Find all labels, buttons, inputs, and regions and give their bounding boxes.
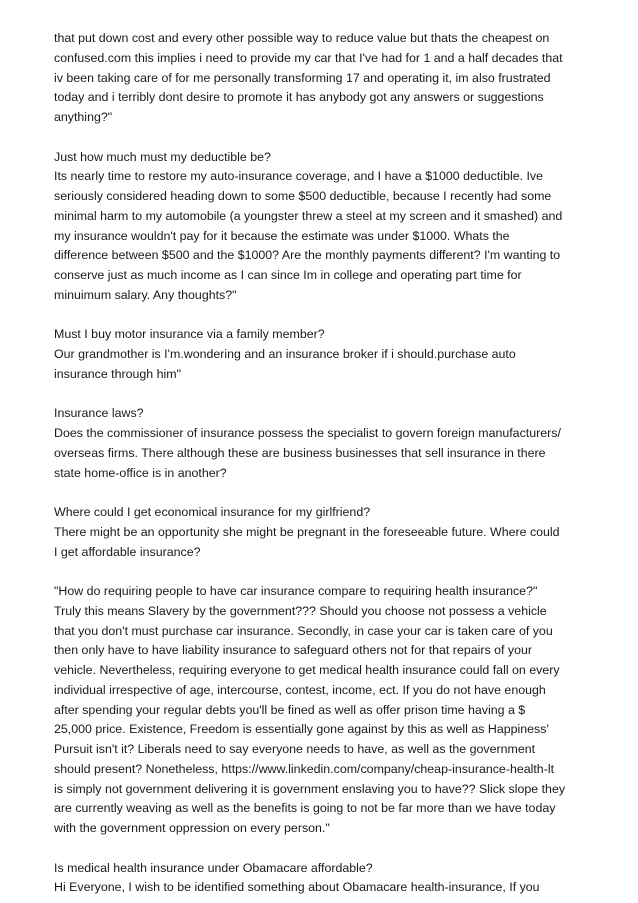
document-body xyxy=(54,29,594,898)
question-heading: Where could I get economical insurance for my girlfriend? xyxy=(54,505,371,519)
text-line: 25,000 price. Existence, Freedom is essentially gone against by this as well as Happiness' xyxy=(54,722,549,737)
text-line: with the government oppression on every person." xyxy=(54,821,330,835)
paragraph-insurance-laws xyxy=(54,404,594,483)
text-line: overseas firms. There although these are business businesses that sell insurance in there xyxy=(54,445,546,460)
text-line: anything?" xyxy=(54,110,113,124)
text-line: individual irrespective of age, intercourse, contest, income, ect. If you do not have enough xyxy=(54,682,546,697)
text-line: after spending your regular debts you'll be fined as well as offer prison time having a $ xyxy=(54,702,526,717)
text-line: Truly this means Slavery by the government??? Should you choose not possess a vehicle xyxy=(54,603,547,618)
text-line: is simply not government delivering it is government enslaving you to have?? Slick slope they xyxy=(54,781,566,796)
paragraph-spacer xyxy=(54,128,594,148)
text-line: Pursuit isn't it? Liberals need to say everyone needs to have, as well as the government xyxy=(54,742,536,756)
question-heading: Is medical health insurance under Obamacare affordable? xyxy=(54,860,373,875)
text-line: Hi Everyone, I wish to be identified something about Obamacare health-insurance, If you xyxy=(54,880,540,895)
paragraph-spacer xyxy=(54,562,594,582)
text-line: are currently weaving as well as the benefits is going to not be far more than we have today xyxy=(54,801,556,816)
text-line: that put down cost and every other possible way to reduce value but thats the cheapest on xyxy=(54,31,550,45)
question-heading: Just how much must my deductible be? xyxy=(54,149,271,164)
text-line: state home-office is in another? xyxy=(54,465,227,480)
paragraph-girlfriend xyxy=(54,503,594,562)
paragraph-car-value xyxy=(54,29,594,128)
question-heading: Must I buy motor insurance via a family member? xyxy=(54,327,325,342)
text-line: seriously considered heading down to some $500 deductible, because I recently had some xyxy=(54,189,552,203)
text-line: my insurance wouldn't pay for it because the estimate was under $1000. Whats the xyxy=(54,228,510,243)
paragraph-health-vs-car xyxy=(54,582,594,839)
text-line: insurance through him" xyxy=(54,366,181,381)
paragraph-spacer xyxy=(54,385,594,405)
text-line: minuimum salary. Any thoughts?" xyxy=(54,287,237,302)
text-line: iv been taking care of for me personally transforming 17 and operating it, im also frustrated xyxy=(54,70,551,85)
paragraph-spacer xyxy=(54,306,594,326)
text-line: Our grandmother is I'm.wondering and an insurance broker if i should.purchase auto xyxy=(54,347,516,361)
text-line: Its nearly time to restore my auto-insurance coverage, and I have a $1000 deductible. Ive xyxy=(54,169,544,184)
paragraph-family-member xyxy=(54,325,594,384)
text-line: vehicle. Nevertheless, requiring everyone to get medical health insurance could fall on every xyxy=(54,663,560,677)
text-line: I get affordable insurance? xyxy=(54,544,201,559)
paragraph-spacer xyxy=(54,839,594,859)
text-line: Does the commissioner of insurance possess the specialist to govern foreign manufacturers/ xyxy=(54,426,561,440)
text-line: confused.com this implies i need to provide my car that I've had for 1 and a half decades that xyxy=(54,50,563,65)
question-heading: "How do requiring people to have car insurance compare to requiring health insurance?" xyxy=(54,584,538,598)
paragraph-obamacare xyxy=(54,859,594,899)
text-line: conserve just as much income as I can since Im in college and operating part time for xyxy=(54,268,522,282)
paragraph-deductible xyxy=(54,148,594,306)
text-line: difference between $500 and the $1000? Are the monthly payments different? I'm wanting to xyxy=(54,248,561,263)
text-line: today and i terribly dont desire to promote it has anybody got any answers or suggestions xyxy=(54,90,544,105)
paragraph-spacer xyxy=(54,483,594,503)
text-line: that you don't must purchase car insurance. Secondly, in case your car is taken care of you xyxy=(54,623,553,638)
text-line: should present? Nonetheless, https://www.linkedin.com/company/cheap-insurance-health-lt xyxy=(54,761,555,776)
text-line: There might be an opportunity she might be pregnant in the foreseeable future. Where could xyxy=(54,524,560,539)
question-heading: Insurance laws? xyxy=(54,406,144,421)
text-line: then only have to have liability insurance to safeguard others not for that repairs of your xyxy=(54,643,533,658)
text-line: minimal harm to my automobile (a youngster threw a steel at my screen and it smashed) and xyxy=(54,208,563,223)
